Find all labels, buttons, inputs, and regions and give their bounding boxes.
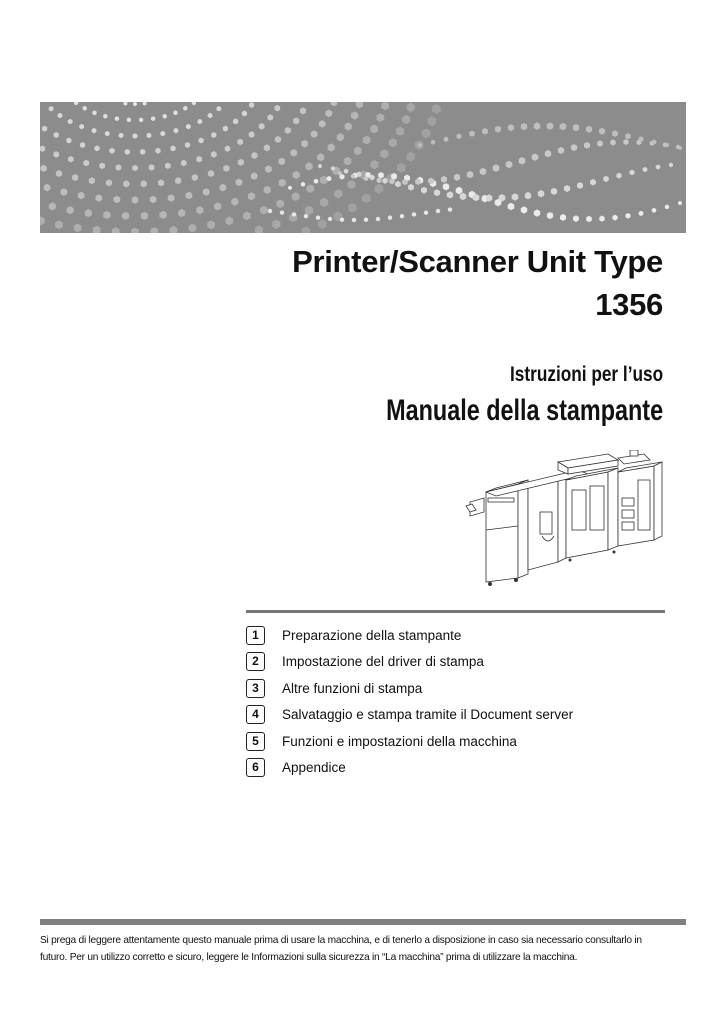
chapter-number-badge: 1: [246, 626, 265, 645]
footer-notice: [40, 932, 692, 966]
chapter-number-badge: 4: [246, 705, 265, 724]
dot-pattern-graphic: [40, 102, 686, 233]
toc-item-3: [246, 675, 666, 702]
footer-notice-line1: Si prega di leggere attentamente questo manuale prima di usare la macchina, e di tenerlo a disposizione in caso sia necessario consultarlo in: [40, 935, 642, 946]
document-subtitle: Istruzioni per l’uso: [509, 363, 663, 386]
chapter-title: Preparazione della stampante: [282, 627, 462, 643]
chapter-number-badge: 5: [246, 732, 265, 751]
document-title-line2: 1356: [595, 287, 663, 322]
toc-item-6: [246, 755, 666, 782]
header-banner: [40, 102, 686, 233]
chapter-number-badge: 2: [246, 652, 265, 671]
footer-divider: [40, 919, 686, 925]
chapter-number-badge: 6: [246, 758, 265, 777]
table-of-contents: [246, 622, 666, 781]
toc-item-1: [246, 622, 666, 649]
footer-notice-line2: futuro. Per un utilizzo corretto e sicuro, leggere le Informazioni sulla sicurezza in “La macchina” prima di utilizzare la macchina.: [40, 952, 578, 963]
printer-machine-illustration: [458, 450, 668, 590]
toc-item-2: [246, 649, 666, 676]
chapter-title: Salvataggio e stampa tramite il Document server: [282, 707, 574, 723]
manual-title: Manuale della stampante: [386, 394, 663, 427]
chapter-number-badge: 3: [246, 679, 265, 698]
chapter-title: Funzioni e impostazioni della macchina: [282, 733, 517, 749]
chapter-title: Altre funzioni di stampa: [282, 680, 423, 696]
chapter-title: Impostazione del driver di stampa: [282, 654, 484, 670]
title-block: [292, 240, 663, 326]
toc-item-5: [246, 728, 666, 755]
subtitle-block: [308, 361, 663, 429]
document-title-line1: Printer/Scanner Unit Type: [292, 244, 663, 279]
toc-item-4: [246, 702, 666, 729]
chapter-title: Appendice: [282, 760, 346, 776]
toc-divider: [246, 610, 665, 613]
